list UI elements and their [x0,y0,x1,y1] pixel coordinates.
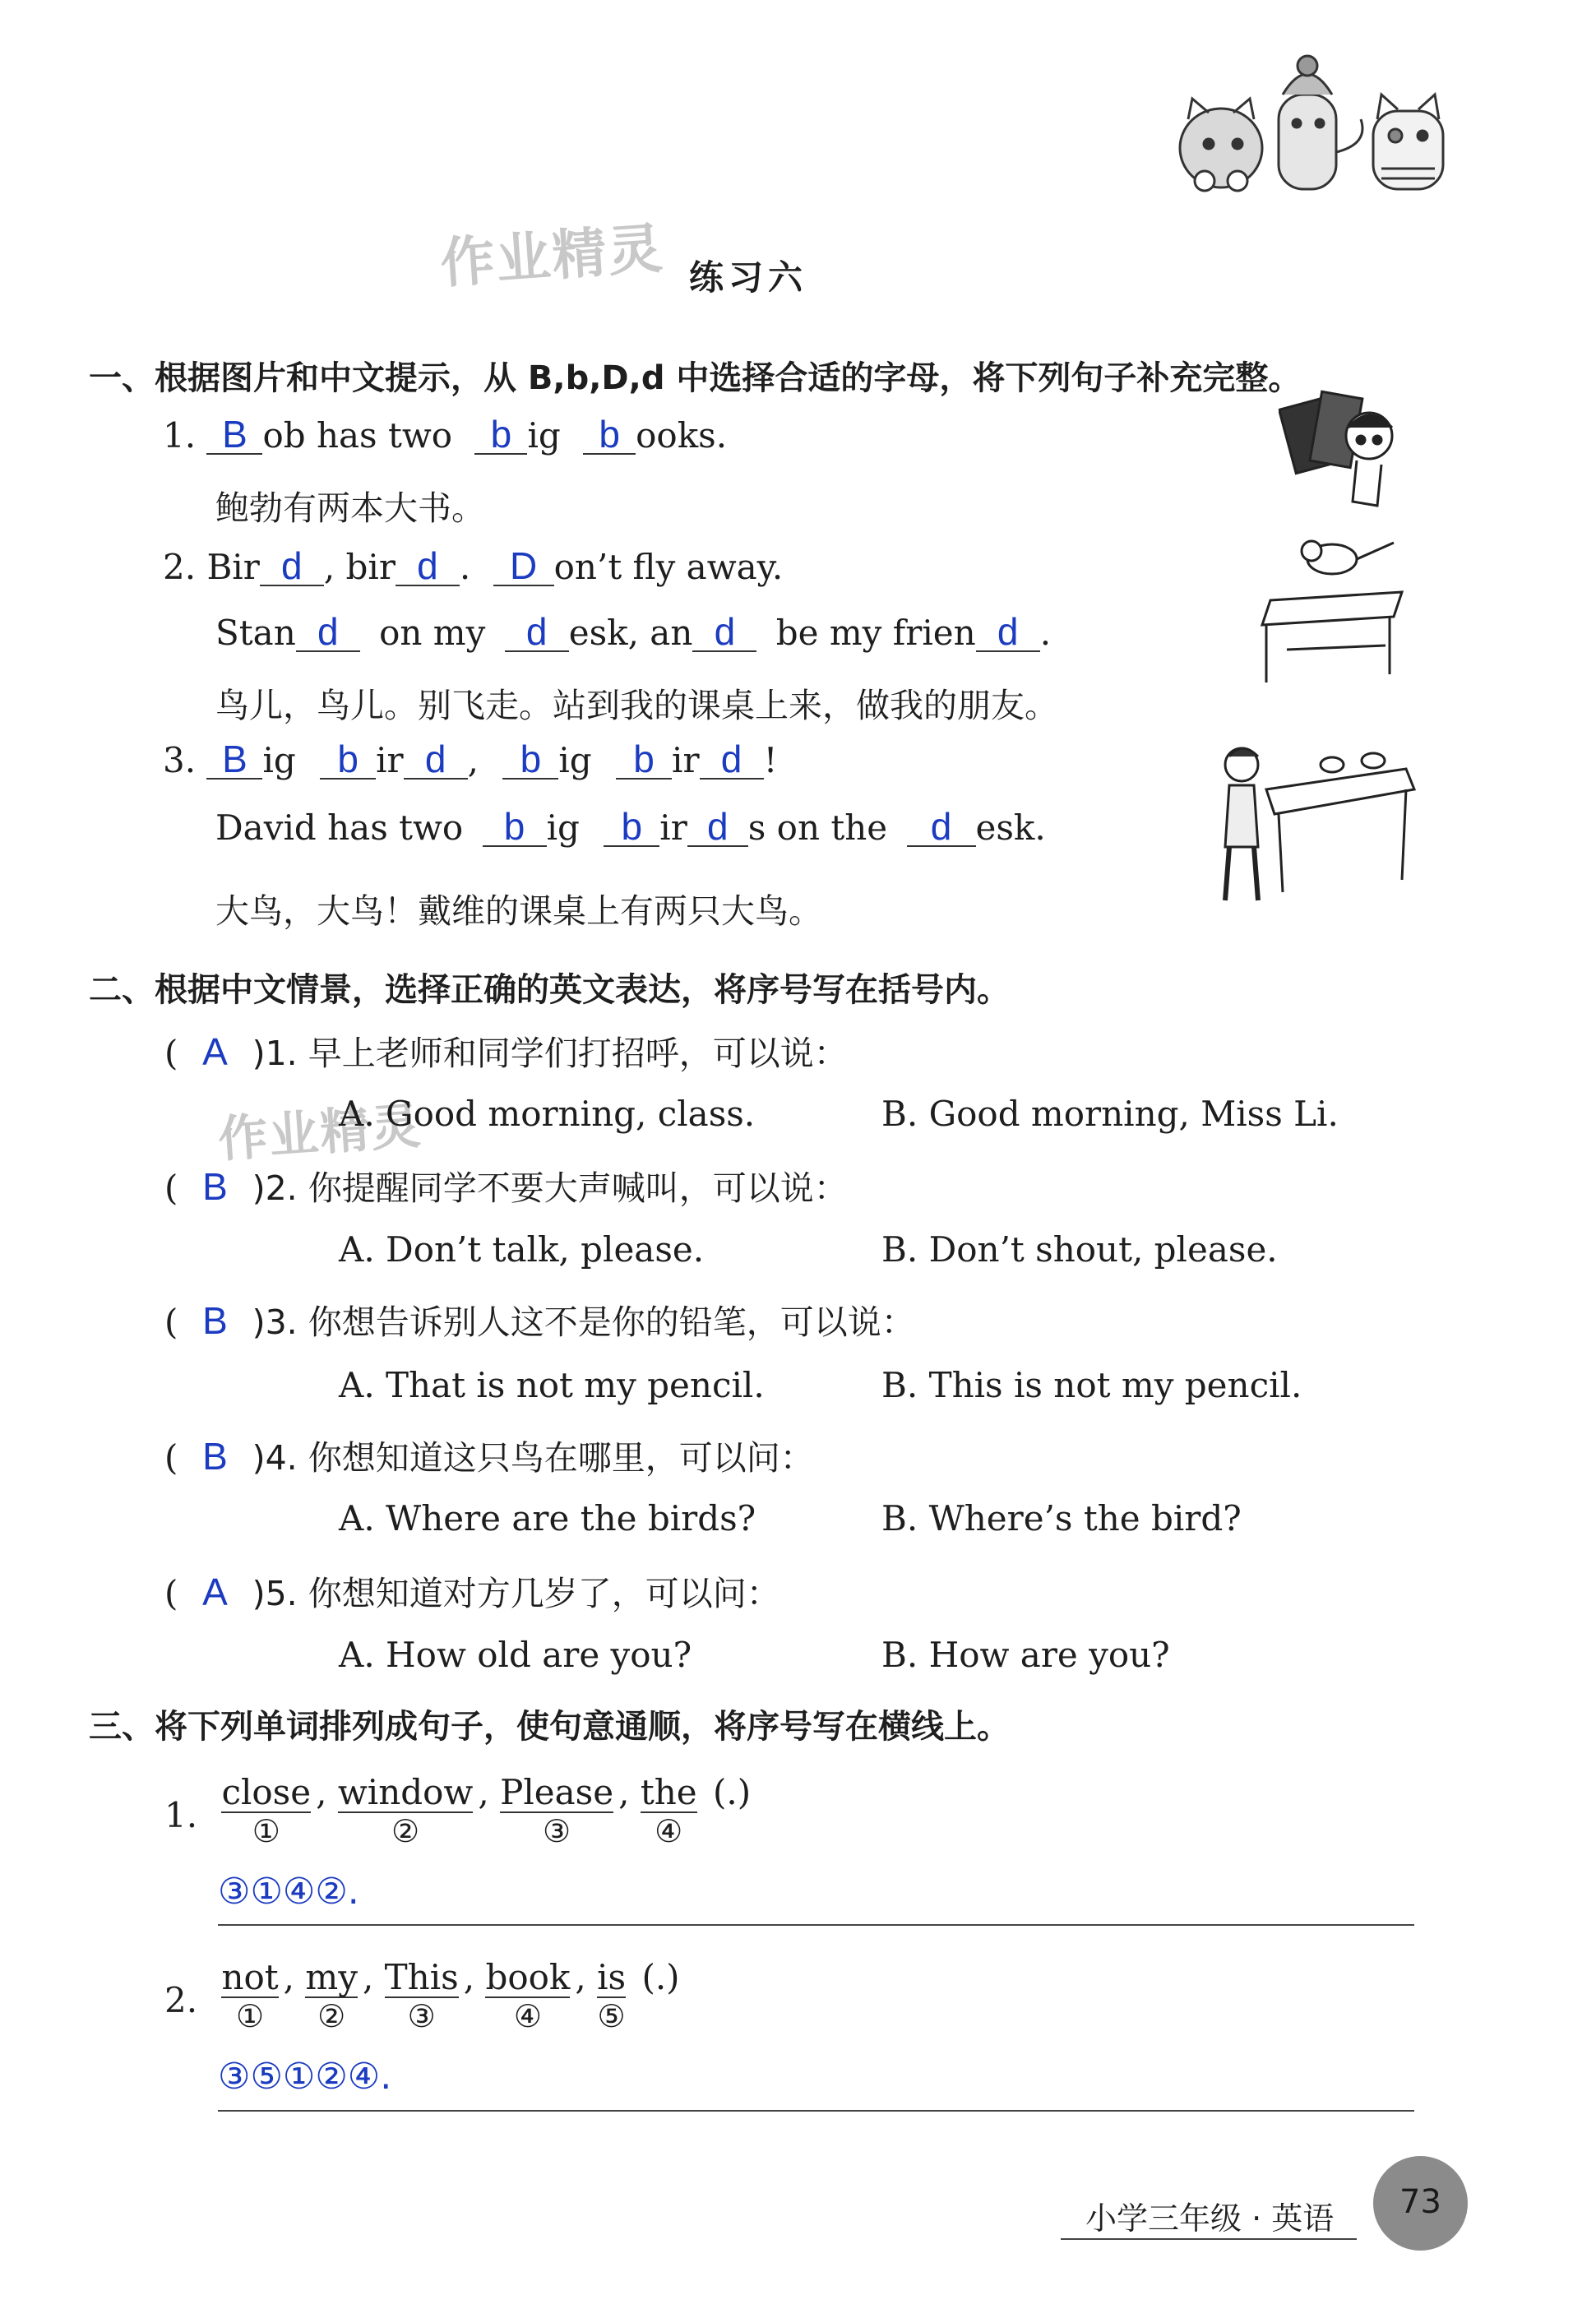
answer-blank: d [687,807,748,847]
answer-blank: b [483,807,547,847]
cats-illustration [1172,53,1468,197]
answer-blank: b [616,740,672,780]
option-b: B. How are you? [881,1635,1170,1675]
word-option: This ③ [384,1957,459,2035]
question-1: 1. B ob has two b ig b ooks. [163,413,728,456]
answer-line [218,1924,1414,1926]
choice-item-1: ( A )1. 早上老师和同学们打招呼，可以说： [164,1030,848,1073]
choice-item-2: ( B )2. 你提醒同学不要大声喊叫，可以说： [164,1165,848,1208]
option-b: B. Don’t shout, please. [881,1229,1278,1270]
answer-blank: d [505,613,569,652]
translation: 鲍勃有两本大书。 [215,488,485,528]
answer-blank: b [320,740,376,780]
option-a: A. How old are you? [339,1635,692,1675]
watermark: 作业精灵 [438,216,666,296]
answer-line [218,2110,1414,2112]
question-2-line2: Stan d on my d esk, an d be my frien d . [215,610,1052,653]
bird-on-desk-illustration [1254,526,1418,691]
answer-sequence: ③⑤①②④. [218,2056,392,2098]
word-option: the ④ [640,1772,697,1850]
question-3-line1: 3. B ig b ir d , b ig b ir d ! [163,738,778,780]
answer-blank: b [502,740,558,780]
answer-blank: d [692,613,756,652]
word-option: window ② [337,1772,474,1850]
reorder-question-1: 1. close ① , window ② , Please ③ , the ④ (.) [164,1772,752,1850]
word-option: close ① [221,1772,312,1850]
reorder-question-2: 2. not ① , my ② , This ③ , book ④ , is ⑤ (.) [164,1957,680,2035]
answer-letter: A [202,1571,228,1613]
answer-blank: d [296,613,360,652]
option-a: A. Where are the birds? [339,1498,756,1538]
footer-line [1061,2238,1357,2240]
word-option: is ⑤ [597,1957,627,2035]
answer-blank: d [700,740,764,780]
answer-letter: A [202,1030,228,1073]
answer-letter: B [202,1165,228,1208]
answer-blank: B [206,740,262,780]
question-3-line2: David has two b ig b ir d s on the d esk. [215,805,1046,848]
option-a: A. That is not my pencil. [339,1365,765,1405]
answer-blank: B [206,415,262,455]
answer-letter: B [202,1299,228,1342]
question-2-line1: 2. Bir d , bir d . D on’t fly away. [163,544,784,587]
section-heading: 二、根据中文情景，选择正确的英文表达，将序号写在括号内。 [89,971,1010,1009]
answer-blank: d [396,547,460,586]
boy-with-books-illustration [1279,386,1418,518]
translation: 鸟儿，鸟儿。别飞走。站到我的课桌上来，做我的朋友。 [215,686,1058,725]
answer-blank: D [493,547,554,586]
watermark: 作业精灵 [216,1097,424,1169]
option-a: A. Good morning, class. [339,1094,756,1134]
choice-item-4: ( B )4. 你想知道这只鸟在哪里，可以问： [164,1435,814,1478]
boy-and-birds-illustration [1209,740,1418,905]
page-number: 73 [1399,2183,1441,2221]
word-option: Please ③ [500,1772,614,1850]
answer-blank: d [404,740,468,780]
translation: 大鸟，大鸟！戴维的课桌上有两只大鸟。 [215,891,822,931]
answer-blank: b [583,415,636,455]
option-b: B. Where’s the bird? [881,1498,1242,1538]
book-label: 小学三年级 · 英语 [1085,2200,1335,2237]
option-b: B. This is not my pencil. [881,1365,1302,1405]
option-b: B. Good morning, Miss Li. [881,1094,1339,1134]
answer-blank: d [260,547,324,586]
answer-letter: B [202,1435,228,1478]
option-a: A. Don’t talk, please. [339,1229,705,1270]
page-title: 练习六 [689,257,808,298]
word-option: not ① [221,1957,279,2035]
choice-item-5: ( A )5. 你想知道对方几岁了，可以问： [164,1571,780,1613]
choice-item-3: ( B )3. 你想告诉别人这不是你的铅笔，可以说： [164,1299,915,1342]
answer-blank: d [907,807,976,847]
section-heading: 一、根据图片和中文提示，从 B,b,D,d 中选择合适的字母，将下列句子补充完整。 [89,359,1302,397]
word-option: book ④ [485,1957,571,2035]
answer-blank: d [976,613,1040,652]
answer-sequence: ③①④②. [218,1871,359,1913]
answer-blank: b [474,415,527,455]
section-heading: 三、将下列单词排列成句子，使句意通顺，将序号写在横线上。 [89,1708,1010,1746]
answer-blank: b [604,807,659,847]
word-option: my ② [305,1957,358,2035]
